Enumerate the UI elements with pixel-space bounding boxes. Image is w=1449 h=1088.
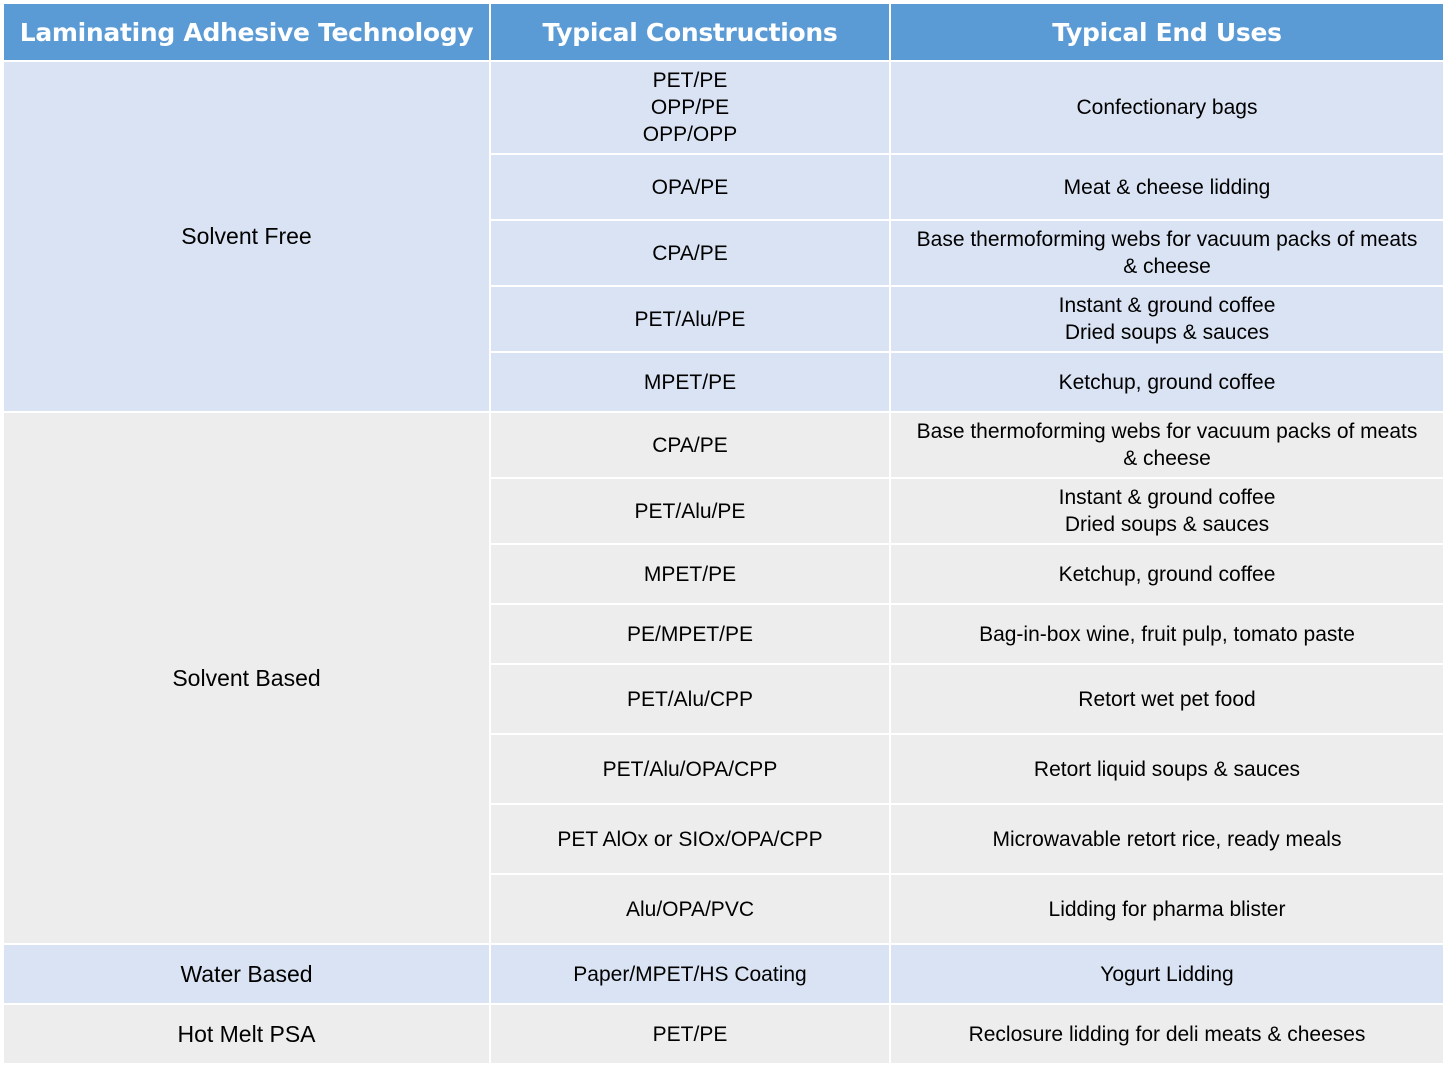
end-use-line: Ketchup, ground coffee <box>1058 562 1276 586</box>
technology-cell: Hot Melt PSA <box>4 1005 489 1063</box>
end-use-line: Microwavable retort rice, ready meals <box>992 827 1342 851</box>
construction-cell <box>491 353 889 411</box>
construction-line: PET AlOx or SIOx/OPA/CPP <box>557 827 823 851</box>
end-use-line: Ketchup, ground coffee <box>1058 370 1276 394</box>
technology-cell: Solvent Based <box>4 413 489 943</box>
construction-line: PE/MPET/PE <box>626 622 754 646</box>
table-header <box>4 4 1443 60</box>
end-use-line: Retort wet pet food <box>1078 687 1256 711</box>
construction-cell <box>491 605 889 663</box>
construction-line: OPP/OPP <box>642 123 738 146</box>
end-use-line: Dried soups & sauces <box>1064 513 1270 536</box>
end-use-line: & cheese <box>1123 447 1211 470</box>
technology-cell: Water Based <box>4 945 489 1003</box>
construction-line: PET/Alu/CPP <box>626 687 754 711</box>
construction-line: Paper/MPET/HS Coating <box>573 962 807 986</box>
end-use-line: Reclosure lidding for deli meats & cheeses <box>968 1022 1366 1046</box>
construction-cell <box>491 875 889 943</box>
table-row <box>4 1005 1443 1063</box>
adhesive-technology-table <box>2 2 1445 1065</box>
end-use-cell <box>891 413 1443 477</box>
construction-line: PET/Alu/PE <box>634 307 746 331</box>
end-use-line: Instant & ground coffee <box>1058 294 1276 317</box>
construction-line: PET/Alu/OPA/CPP <box>602 757 778 781</box>
end-use-line: Dried soups & sauces <box>1064 321 1270 344</box>
table-body <box>4 62 1443 1063</box>
end-use-line: Instant & ground coffee <box>1058 486 1276 509</box>
end-use-line: Yogurt Lidding <box>1100 962 1234 986</box>
end-use-line: Confectionary bags <box>1076 96 1258 119</box>
construction-cell <box>491 413 889 477</box>
construction-line: PET/Alu/PE <box>634 499 746 523</box>
construction-line: CPA/PE <box>652 241 728 265</box>
end-use-line: Bag-in-box wine, fruit pulp, tomato paste <box>979 622 1355 646</box>
header-constructions: Typical Constructions <box>491 4 889 60</box>
end-use-cell <box>891 875 1443 943</box>
table-row <box>4 945 1443 1003</box>
construction-cell <box>491 155 889 219</box>
end-use-line: Lidding for pharma blister <box>1048 897 1286 921</box>
technology-cell: Solvent Free <box>4 62 489 411</box>
construction-line: CPA/PE <box>652 433 728 457</box>
end-use-cell <box>891 1005 1443 1063</box>
construction-line: MPET/PE <box>643 370 737 394</box>
construction-cell <box>491 479 889 543</box>
end-use-line: Base thermoforming webs for vacuum packs of meats <box>916 420 1418 443</box>
construction-line: PET/PE <box>652 1022 728 1046</box>
table-row <box>4 62 1443 153</box>
construction-cell <box>491 545 889 603</box>
table-row <box>4 413 1443 477</box>
end-use-line: Meat & cheese lidding <box>1063 175 1271 199</box>
end-use-cell <box>891 221 1443 285</box>
construction-line: OPP/PE <box>650 96 730 119</box>
end-use-cell <box>891 545 1443 603</box>
construction-cell <box>491 62 889 153</box>
construction-line: OPA/PE <box>651 175 729 199</box>
end-use-cell <box>891 479 1443 543</box>
end-use-cell <box>891 735 1443 803</box>
construction-cell <box>491 735 889 803</box>
end-use-cell <box>891 605 1443 663</box>
construction-cell <box>491 287 889 351</box>
construction-cell <box>491 805 889 873</box>
construction-cell <box>491 665 889 733</box>
end-use-line: Base thermoforming webs for vacuum packs of meats <box>916 228 1418 251</box>
header-end-uses: Typical End Uses <box>891 4 1443 60</box>
end-use-cell <box>891 805 1443 873</box>
end-use-line: & cheese <box>1123 255 1211 278</box>
end-use-cell <box>891 62 1443 153</box>
end-use-cell <box>891 353 1443 411</box>
construction-cell <box>491 221 889 285</box>
end-use-cell <box>891 155 1443 219</box>
end-use-cell <box>891 945 1443 1003</box>
end-use-line: Retort liquid soups & sauces <box>1033 757 1301 781</box>
construction-line: PET/PE <box>652 69 728 92</box>
end-use-cell <box>891 287 1443 351</box>
construction-line: Alu/OPA/PVC <box>626 897 754 921</box>
end-use-cell <box>891 665 1443 733</box>
construction-cell <box>491 1005 889 1063</box>
header-row <box>4 4 1443 60</box>
construction-cell <box>491 945 889 1003</box>
construction-line: MPET/PE <box>643 562 737 586</box>
header-technology: Laminating Adhesive Technology <box>4 4 489 60</box>
